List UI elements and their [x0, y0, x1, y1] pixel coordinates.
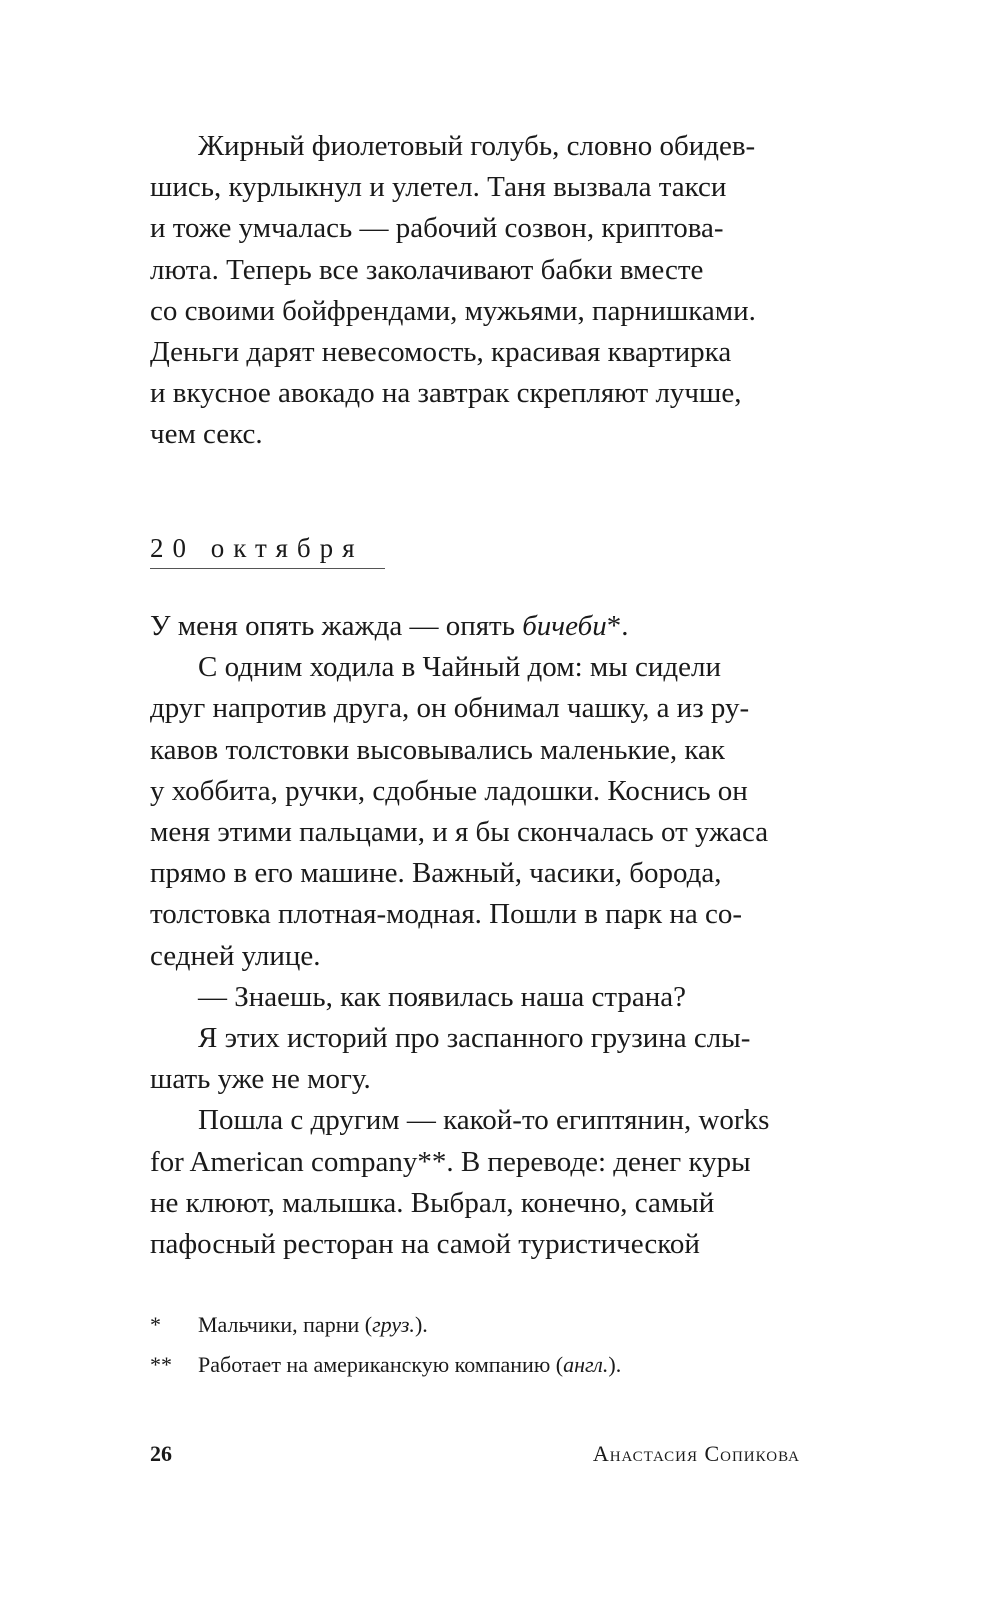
footnote — [150, 1345, 830, 1385]
footnote — [150, 1305, 830, 1345]
text-line: не клюют, малышка. Выбрал, конечно, самый — [150, 1186, 715, 1219]
text-line: шать уже не могу. — [150, 1063, 371, 1096]
footnote-fragment: Работает на американскую компанию ( — [198, 1352, 564, 1377]
date-heading: 20 октября — [150, 533, 385, 569]
text-line: пафосный ресторан на самой туристической — [150, 1228, 700, 1261]
text-line: чем секс. — [150, 418, 263, 451]
text-line: Пошла с другим — какой-то египтянин, works — [198, 1104, 770, 1137]
running-footer-author: Анастасия Сопикова — [592, 1441, 800, 1466]
page-number: 26 — [150, 1441, 172, 1466]
text-line: прямо в его машине. Важный, часики, борода, — [150, 857, 722, 890]
text-line: седней улице. — [150, 939, 321, 972]
footnote-ref: *. — [606, 610, 629, 642]
footnote-fragment: ). — [414, 1312, 428, 1337]
text-line: толстовка плотная-модная. Пошли в парк на со- — [150, 898, 743, 931]
footnote-text — [198, 1345, 621, 1385]
footnote-fragment: Мальчики, парни ( — [198, 1312, 373, 1337]
text-line: шись, курлыкнул и улетел. Таня вызвала такси — [150, 171, 727, 204]
footnotes — [150, 1305, 830, 1385]
paragraph-main — [150, 606, 830, 1265]
footnote-text — [198, 1305, 428, 1345]
text-line: Жирный фиолетовый голубь, словно обидев- — [198, 130, 756, 162]
text-line: for American company**. В переводе: денег куры — [150, 1145, 751, 1178]
text-line — [150, 606, 830, 647]
text-line: друг напротив друга, он обнимал чашку, а из ру- — [150, 692, 750, 725]
footnote-mark: * — [150, 1312, 161, 1337]
paragraph-top — [150, 126, 830, 456]
text-line: Деньги дарят невесомость, красивая квартирка — [150, 336, 732, 369]
text-line: у хоббита, ручки, сдобные ладошки. Коснись он — [150, 774, 748, 807]
text-line: меня этими пальцами, и я бы скончалась от ужаса — [150, 816, 769, 849]
text-line: С одним ходила в Чайный дом: мы сидели — [198, 651, 721, 684]
text-fragment: У меня опять жажда — опять — [150, 610, 523, 642]
footnote-italic: груз. — [372, 1312, 415, 1337]
footnote-fragment: ). — [608, 1352, 622, 1377]
text-line: кавов толстовки высовывались маленькие, как — [150, 733, 726, 766]
text-line: со своими бойфрендами, мужьями, парнишками. — [150, 294, 756, 327]
text-line: Я этих историй про заспанного грузина слы- — [198, 1022, 751, 1055]
footnote-mark: ** — [150, 1352, 172, 1377]
text-line: люта. Теперь все заколачивают бабки вместе — [150, 253, 704, 286]
text-line: и тоже умчалась — рабочий созвон, криптова- — [150, 212, 724, 245]
footnote-italic: англ. — [563, 1352, 609, 1377]
italic-word: бичеби — [522, 610, 607, 642]
dialogue-line: — Знаешь, как появилась наша страна? — [198, 980, 687, 1013]
text-line: и вкусное авокадо на завтрак скрепляют лучше, — [150, 377, 742, 410]
